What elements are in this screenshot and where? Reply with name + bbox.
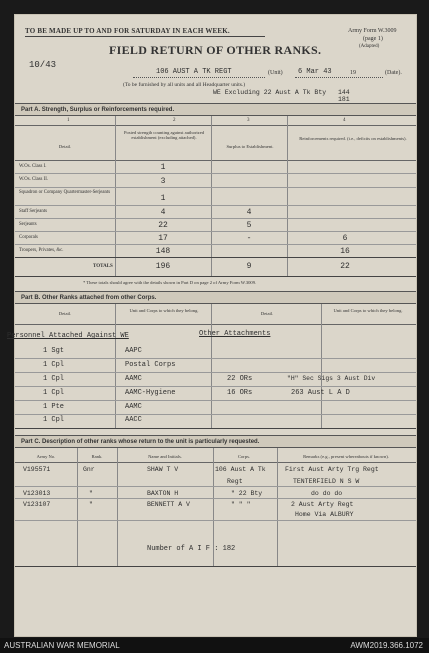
instruction-underline [25, 36, 265, 37]
row-rule [15, 414, 416, 415]
row-detail: Troopers, Privates, &c. [19, 248, 64, 253]
unit-value: 106 AUST A TK REGT [156, 68, 232, 76]
row-rule [15, 486, 416, 487]
row-posted: 1 [160, 163, 166, 172]
c-row-corps: 106 Aust A Tk [215, 466, 266, 473]
col-number-1: 1 [67, 118, 70, 123]
part-c-bottom-rule [15, 566, 416, 567]
col-header-reinforcements: Reinforcements required. (i.e., deficits on establishments). [299, 136, 407, 141]
part-a-number-rule [15, 125, 416, 126]
part-b-vline-3 [321, 304, 322, 428]
c-header-army-no: Army No. [36, 454, 56, 459]
row-detail: Squadron or Company Quartermaster-Serjeants [19, 190, 111, 195]
c-row-remarks: 2 Aust Arty Regt [291, 501, 354, 508]
furnish-note: (To be furnished by all units and all Headquarter units.) [123, 82, 246, 88]
col-number-4: 4 [343, 118, 346, 123]
b-row-detail: 1 Cpl [43, 389, 65, 397]
b-header-unit-2: Unit and Corps to which they belong. [333, 308, 403, 313]
top-instruction: TO BE MADE UP TO AND FOR SATURDAY IN EACH WEEK. [25, 27, 230, 35]
date-century: 19 [350, 70, 356, 76]
form-page-number: (page 1) [363, 36, 383, 42]
row-rule [15, 400, 416, 401]
row-posted: 148 [155, 247, 171, 256]
part-c-vline-2 [117, 448, 118, 566]
totals-reinforcements: 22 [340, 262, 350, 271]
c-row-corps: " 22 Bty [231, 490, 263, 497]
row-rule [15, 231, 416, 232]
row-reinforcements: 16 [340, 247, 350, 256]
unit-label: (Unit) [268, 70, 283, 76]
row-rule [15, 187, 416, 188]
b-row-detail: 1 Cpl [43, 416, 65, 424]
part-c-header-rule [15, 462, 416, 463]
b-row-unit: AAMC [125, 403, 142, 411]
c-header-rank: Rank. [91, 454, 103, 459]
b-row-detail: 1 Sgt [43, 347, 65, 355]
b-row-unit: AAMC-Hygiene [125, 389, 176, 397]
date-dots [295, 77, 383, 78]
row-rule [15, 386, 416, 387]
footer-accession: AWM2019.366.1072 [350, 641, 423, 650]
row-detail: Serjeants [19, 222, 37, 227]
excluding-value-1: 144 [338, 89, 350, 96]
b-left-title: Personnel Attached Against WE [7, 332, 129, 340]
row-rule [15, 498, 416, 499]
part-c-vline-4 [277, 448, 278, 566]
part-c-table [15, 448, 416, 566]
part-b-vline-1 [115, 304, 116, 428]
footer-source: AUSTRALIAN WAR MEMORIAL [4, 641, 120, 650]
col-number-3: 3 [247, 118, 250, 123]
row-surplus: 4 [246, 208, 252, 217]
c-row-remarks: Home Via ALBURY [295, 511, 354, 518]
archive-footer [0, 638, 429, 653]
row-rule [15, 218, 416, 219]
c-row-rank: " [89, 490, 93, 497]
part-a-table [15, 116, 416, 276]
part-a-vline-2 [211, 116, 212, 276]
col-header-detail: Detail. [58, 144, 72, 149]
row-rule [15, 205, 416, 206]
date-label: (Date). [385, 70, 402, 76]
unit-dots [133, 77, 265, 78]
doc-reference: 10/43 [29, 60, 57, 70]
part-a-heading: Part A. Strength, Surplus or Reinforcements required. [15, 103, 416, 116]
part-b-header-rule [15, 324, 416, 325]
part-a-footnote: * These totals should agree with the details shown in Part D on page 2 of Army Form W.3009. [83, 280, 257, 285]
b-header-detail: Detail. [58, 311, 72, 316]
b-row-unit: AAMC [125, 375, 142, 383]
row-detail: W.Os. Class II. [19, 177, 49, 182]
row-posted: 1 [160, 194, 166, 203]
row-surplus: 5 [246, 221, 252, 230]
c-row-name: BENNETT A V [147, 501, 190, 508]
aif-count-note: Number of A I F : 182 [147, 545, 236, 553]
part-b-bottom-rule [15, 428, 416, 429]
col-number-2: 2 [173, 118, 176, 123]
part-c-heading: Part C. Description of other ranks whose return to the unit is particularly requested. [15, 435, 416, 448]
row-posted: 22 [158, 221, 168, 230]
part-b-vline-2 [211, 304, 212, 428]
col-header-posted: Posted strength counting against authorized establishment (excluding attached). [123, 130, 205, 141]
b-row-unit: AACC [125, 416, 142, 424]
b-row-detail-2: 16 ORs [227, 389, 253, 397]
row-detail: W.Os. Class I. [19, 164, 47, 169]
c-row-corps: " " " [231, 501, 251, 508]
part-c-vline-1 [77, 448, 78, 566]
row-detail: Corporals [19, 235, 38, 240]
totals-posted: 196 [155, 262, 171, 271]
b-row-unit-2: 263 Aust L A D [291, 389, 350, 397]
part-b-table [7, 304, 416, 428]
b-row-detail: 1 Cpl [43, 361, 65, 369]
excluding-line-1: WE Excluding 22 Aust A Tk Bty [213, 89, 327, 96]
row-detail: Staff Serjeants [19, 209, 48, 214]
c-header-corps: Corps. [237, 454, 251, 459]
row-rule [15, 358, 416, 359]
row-rule [15, 520, 416, 521]
totals-surplus: 9 [246, 262, 252, 271]
row-surplus: - [246, 234, 252, 243]
form-page [7, 14, 417, 637]
row-reinforcements: 6 [342, 234, 348, 243]
part-a-vline-3 [287, 116, 288, 276]
b-row-unit: Postal Corps [125, 361, 176, 369]
row-rule [15, 173, 416, 174]
part-a-bottom-rule [15, 276, 416, 277]
row-posted: 3 [160, 177, 166, 186]
form-adapted: (Adapted) [359, 44, 380, 49]
part-a-header-rule [15, 160, 416, 161]
col-header-surplus: Surplus to Establishment. [226, 144, 274, 149]
b-row-detail: 1 Cpl [43, 375, 65, 383]
c-row-name: BAXTON H [147, 490, 179, 497]
b-header-detail-2: Detail. [260, 311, 274, 316]
row-posted: 17 [158, 234, 168, 243]
row-rule [15, 244, 416, 245]
totals-label: TOTALS [93, 264, 113, 269]
b-row-detail-2: 22 ORs [227, 375, 253, 383]
part-a-vline-1 [115, 116, 116, 276]
c-row-rank: Gnr [83, 466, 95, 473]
c-header-remarks: Remarks (e.g., present whereabouts if known). [303, 454, 389, 459]
b-row-unit-2: "H" Sec Sigs 3 Aust Div [287, 375, 376, 382]
row-posted: 4 [160, 208, 166, 217]
c-row-corps: Regt [227, 478, 243, 485]
form-title: FIELD RETURN OF OTHER RANKS. [109, 43, 322, 57]
c-row-army-no: V123013 [23, 490, 51, 497]
c-row-army-no: V123107 [23, 501, 51, 508]
b-header-unit: Unit and Corps to which they belong. [129, 308, 199, 313]
b-row-unit: AAPC [125, 347, 142, 355]
c-row-remarks: TENTERFIELD N S W [293, 478, 360, 485]
c-row-remarks: First Aust Arty Trg Regt [285, 466, 379, 473]
part-b-heading: Part B. Other Ranks attached from other Corps. [15, 291, 416, 304]
date-value: 6 Mar 43 [298, 68, 332, 76]
form-id: Army Form W.3009 [348, 28, 397, 34]
c-row-remarks: do do do [311, 490, 343, 497]
totals-rule [15, 257, 416, 258]
c-header-name: Name and Initials. [148, 454, 182, 459]
c-row-army-no: V195571 [23, 466, 51, 473]
excluding-value-2: 181 [338, 96, 350, 103]
c-row-name: SHAW T V [147, 466, 179, 473]
b-row-detail: 1 Pte [43, 403, 65, 411]
row-rule [15, 372, 416, 373]
c-row-rank: " [89, 501, 93, 508]
b-right-title: Other Attachments [199, 330, 271, 338]
